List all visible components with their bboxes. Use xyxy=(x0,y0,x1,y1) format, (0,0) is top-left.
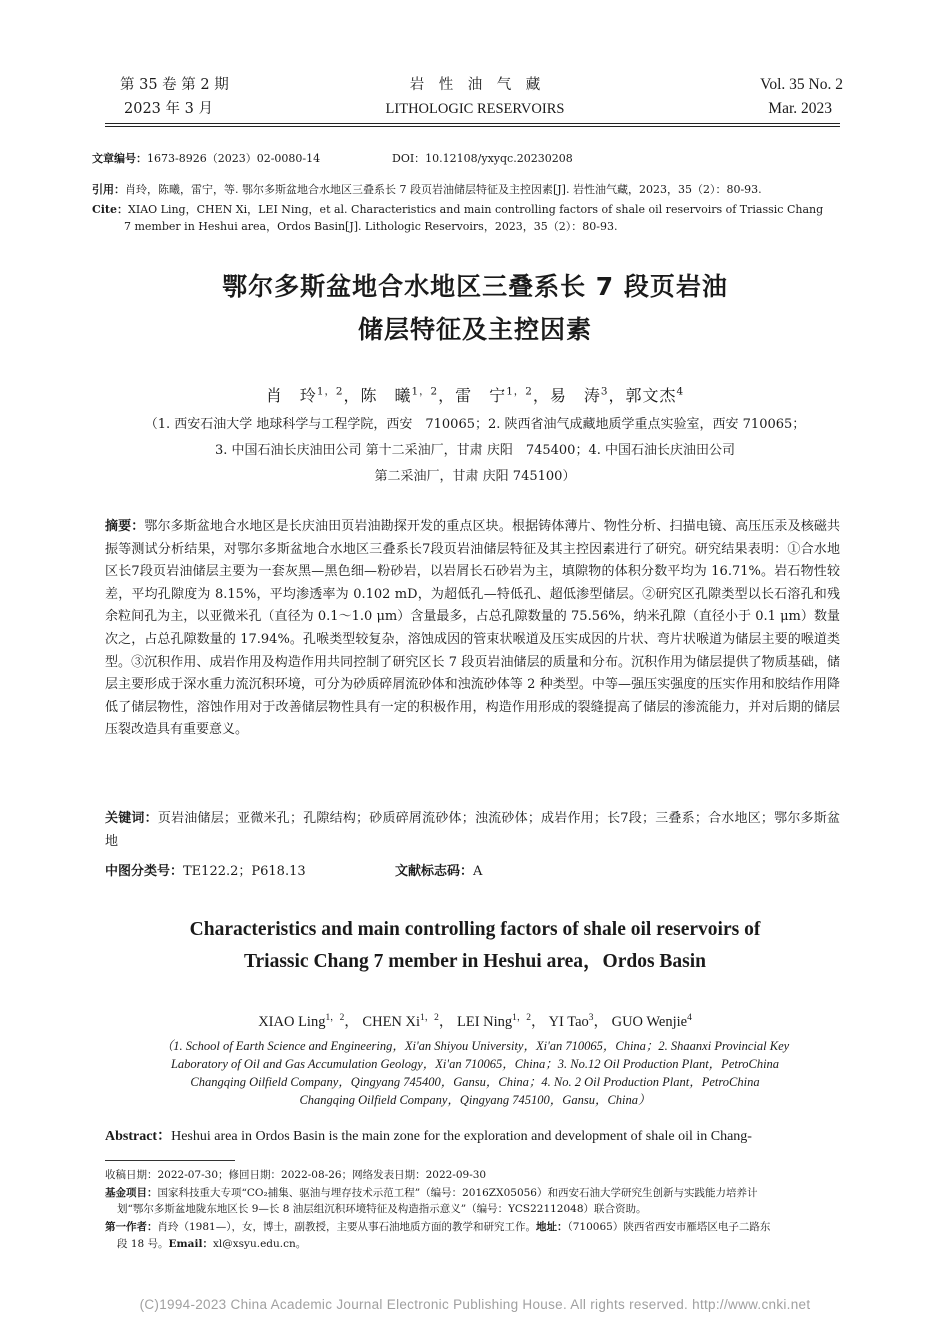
footnote-author-label: 第一作者： xyxy=(105,1221,158,1233)
document-code-value: A xyxy=(473,864,483,879)
cite-cn xyxy=(92,182,862,198)
author-cn-1: 肖 玲 xyxy=(265,386,317,405)
clc-label: 中图分类号： xyxy=(105,864,184,879)
author-cn-2-sup: 1，2 xyxy=(411,385,439,398)
header-rule-thick xyxy=(105,123,840,124)
author-cn-3: 雷 宁 xyxy=(455,386,507,405)
footnote-address-label: 地址： xyxy=(535,1221,568,1233)
clc-number xyxy=(105,860,306,879)
clc-value: TE122.2；P618.13 xyxy=(183,864,306,879)
footnote-address-text: （710065）陕西省西安市雁塔区电子二路东 xyxy=(567,1221,771,1233)
author-cn-4: 易 涛 xyxy=(549,386,601,405)
footnote-dates: 收稿日期：2022-07-30；修回日期：2022-08-26；网络发表日期：2022-09-30 xyxy=(105,1169,487,1181)
footnote-author xyxy=(105,1220,860,1236)
author-cn-5: 郭文杰 xyxy=(625,386,677,405)
article-number-value: 1673-8926（2023）02-0080-14 xyxy=(147,152,321,165)
author-en-1: XIAO Ling xyxy=(258,1014,326,1030)
footnote-author-text: 肖玲（1981—），女，博士，副教授，主要从事石油地质方面的教学和研究工作。 xyxy=(157,1221,536,1233)
footnote-fund xyxy=(105,1186,860,1202)
footnote-fund-line-1: 国家科技重大专项“CO₂捕集、驱油与埋存技术示范工程”（编号：2016ZX05056）和西安石油大学研究生创新与实践能力培养计 xyxy=(157,1187,758,1199)
journal-name-en: LITHOLOGIC RESERVOIRS xyxy=(385,101,565,117)
abstract-en-text: Heshui area in Ordos Basin is the main zone for the exploration and development of shale oil in Chang- xyxy=(171,1129,752,1144)
author-en-2: CHEN Xi xyxy=(362,1014,421,1030)
article-number xyxy=(92,151,320,167)
keywords-cn-text: 页岩油储层；亚微米孔；孔隙结构；砂质碎屑流砂体；浊流砂体；成岩作用；长7段；三叠系；合水地区；鄂尔多斯盆地 xyxy=(105,811,840,849)
document-code-label: 文献标志码： xyxy=(395,864,474,879)
abstract-en-label: Abstract： xyxy=(105,1129,172,1144)
author-cn-5-sup: 4 xyxy=(676,385,685,398)
title-cn-line-1: 鄂尔多斯盆地合水地区三叠系长 7 段页岩油 xyxy=(222,272,728,301)
document-code xyxy=(395,860,482,879)
volume-issue-cn: 第 35 卷 第 2 期 xyxy=(120,77,229,93)
header-rule-thin xyxy=(105,126,840,127)
author-en-3-sup: 1，2 xyxy=(512,1013,531,1024)
author-cn-2: 陈 曦 xyxy=(360,386,412,405)
title-cn-line-2: 储层特征及主控因素 xyxy=(357,315,592,344)
author-en-4-sup: 3 xyxy=(588,1013,594,1024)
cite-en-line-1: XIAO Ling，CHEN Xi，LEI Ning，et al. Characteristics and main controlling factors of shale oil reservoirs of Triassic Chang xyxy=(128,203,824,216)
affiliation-en-line-2: Laboratory of Oil and Gas Accumulation Geology，Xi'an 710065，China；3. No.12 Oil Production Plant，PetroChina xyxy=(170,1057,780,1071)
author-cn-4-sup: 3 xyxy=(600,385,609,398)
author-en-4: YI Tao xyxy=(548,1014,589,1030)
title-en-line-1: Characteristics and main controlling factors of shale oil reservoirs of xyxy=(189,919,761,940)
affiliation-cn-line-3: 第二采油厂，甘肃 庆阳 745100） xyxy=(374,469,576,484)
footnote-author-line-2 xyxy=(117,1237,872,1253)
affiliation-en-line-4: Changqing Oilfield Company，Qingyang 745100，Gansu，China） xyxy=(299,1093,651,1107)
date-cn: 2023 年 3 月 xyxy=(124,101,213,117)
author-en-5: GUO Wenjie xyxy=(611,1014,688,1030)
title-en-line-2: Triassic Chang 7 member in Heshui area，Ordos Basin xyxy=(243,951,707,972)
cite-en xyxy=(92,202,862,218)
footnote-address-line-2: 段 18 号。 xyxy=(117,1238,169,1250)
footnote-email-label: Email： xyxy=(168,1238,213,1250)
keywords-cn-label: 关键词： xyxy=(105,811,158,826)
affiliation-en-line-3: Changqing Oilfield Company，Qingyang 745400，Gansu，China；4. No. 2 Oil Production Plant，PetroChina xyxy=(190,1075,760,1089)
cite-cn-label: 引用： xyxy=(92,183,125,196)
affiliation-cn-line-1: （1. 西安石油大学 地球科学与工程学院，西安 710065；2. 陕西省油气成藏地质学重点实验室，西安 710065； xyxy=(144,417,806,432)
abstract-en xyxy=(105,1128,860,1146)
abstract-cn-label: 摘要： xyxy=(105,519,145,534)
author-cn-1-sup: 1，2 xyxy=(316,385,344,398)
abstract-cn xyxy=(105,516,840,742)
author-en-3: LEI Ning xyxy=(456,1014,513,1030)
article-number-label: 文章编号： xyxy=(92,152,147,165)
footnote-fund-label: 基金项目： xyxy=(105,1187,158,1199)
volume-issue-en: Vol. 35 No. 2 xyxy=(760,76,843,93)
author-en-5-sup: 4 xyxy=(687,1013,692,1024)
affiliation-cn-line-2: 3. 中国石油长庆油田公司 第十二采油厂，甘肃 庆阳 745400；4. 中国石油长庆油田公司 xyxy=(215,443,735,458)
cite-en-label: Cite： xyxy=(92,203,129,216)
authors-cn: 肖 玲$^{1,2}$，陈 曦$^{1,2}$，雷 宁$^{1,2}$，易 涛$^3$，郭文杰$^4$ xyxy=(265,385,685,405)
author-en-1-sup: 1，2 xyxy=(325,1013,345,1024)
footnote-rule xyxy=(105,1160,235,1161)
keywords-cn xyxy=(105,808,840,853)
doi: DOI：10.12108/yxyqc.20230208 xyxy=(392,152,573,165)
author-en-2-sup: 1，2 xyxy=(420,1013,439,1024)
author-cn-3-sup: 1，2 xyxy=(506,385,533,398)
abstract-cn-text: 鄂尔多斯盆地合水地区是长庆油田页岩油勘探开发的重点区块。根据铸体薄片、物性分析、扫描电镜、高压压汞及核磁共振等测试分析结果，对鄂尔多斯盆地合水地区三叠系长7段页岩油储层特征及其主控因素进行了研究。研究结果表明：①合水地区长7段页岩油储层主要为一套灰黑—黑色细—粉砂岩，以岩屑长石砂岩为主，填隙物的体积分数平均为 16.71%。岩石物性较差，平均孔隙度为 8.15%，平均渗透率为 0.102 mD，为超低孔—特低孔、超低渗型储层。②研究区孔隙类型以长石溶孔和残余粒间孔为主，以亚微米孔（直径为 0.1～1.0 μm）含量最多，占总孔隙数量的 75.56%，纳米孔隙（直径小于 0.1 μm）数量次之，占总孔隙数量的 17.94%。孔喉类型较复杂，溶蚀成因的管束状喉道及压实成因的片状、弯片状喉道为储层主要的喉道类型。③沉积作用、成岩作用及构造作用共同控制了研究区长 7 段页岩油储层的质量和分布。沉积作用为储层提供了物质基础，储层主要形成于深水重力流沉积环境，可分为砂质碎屑流砂体和浊流砂体等 2 种类型。中等—强压实强度的压实作用和胶结作用降低了储层物性，溶蚀作用对于改善储层物性具有一定的积极作用，构造作用形成的裂缝提高了储层的渗流能力，并对后期的储层压裂改造具有重要意义。 xyxy=(105,519,840,738)
footnote-fund-line-2: 划“鄂尔多斯盆地陇东地区长 9—长 8 油层组沉积环境特征及构造指示意义”（编号：YCS22112048）联合资助。 xyxy=(117,1203,647,1215)
cite-cn-text: 肖玲，陈曦，雷宁，等. 鄂尔多斯盆地合水地区三叠系长 7 段页岩油储层特征及主控因素[J]. 岩性油气藏，2023，35（2）：80-93. xyxy=(125,183,762,196)
authors-en: XIAO Ling$^{1,2}$， CHEN $Xi^{1,2}$， LEI Ning$^{1,2}$， YI Tao$^3$， GUO Wenjie$^4$ xyxy=(258,1013,692,1030)
footnote-email: xl@xsyu.edu.cn。 xyxy=(212,1238,307,1250)
date-en: Mar. 2023 xyxy=(768,100,832,117)
journal-name-cn: 岩 性 油 气 藏 xyxy=(409,77,541,93)
cite-en-line-2: 7 member in Heshui area，Ordos Basin[J]. Lithologic Reservoirs，2023，35（2）：80-93. xyxy=(124,220,618,233)
copyright-watermark: (C)1994-2023 China Academic Journal Electronic Publishing House. All rights reserved. http://www.cnki.net xyxy=(139,1297,811,1312)
affiliation-en-line-1: （1. School of Earth Science and Engineering，Xi'an Shiyou University，Xi'an 710065，China；2. Shaanxi Provincial Key xyxy=(160,1039,790,1053)
